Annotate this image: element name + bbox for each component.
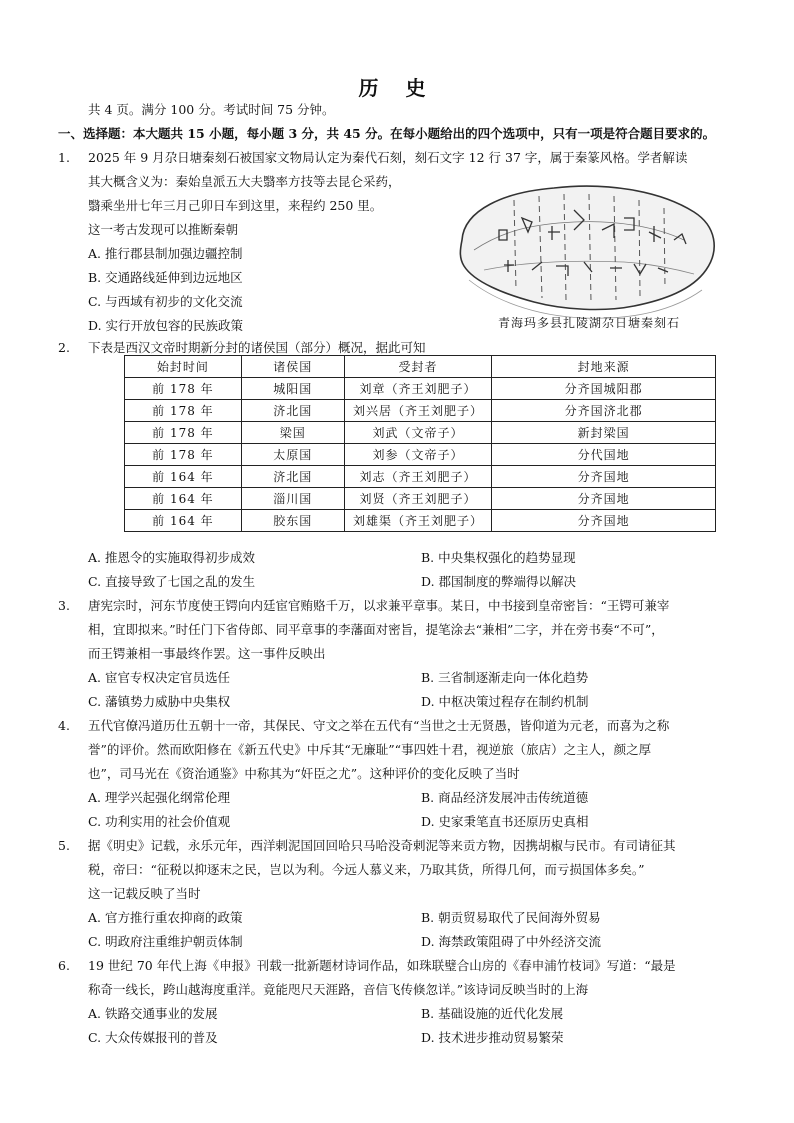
- option-b: B. 中央集权强化的趋势显现: [421, 550, 576, 565]
- table-cell: 刘参（文帝子）: [344, 444, 492, 466]
- question-text: 称奇一线长，跨山越海度重洋。竟能咫尺天涯路，音信飞传倏忽详。”该诗词反映当时的上海: [88, 982, 589, 997]
- table-row: [125, 488, 716, 510]
- question-text: 据《明史》记载，永乐元年，西洋剌泥国回回哈只马哈没奇剌泥等来贡方物，因携胡椒与民市。有司请征其: [88, 838, 676, 853]
- question-text: 相，宜即拟来。”时任门下省侍郎、同平章事的李藩面对密旨，提笔涂去“兼相”二字，并在旁书奏“不可”，: [88, 622, 664, 637]
- table-cell: 前 178 年: [125, 444, 242, 466]
- table-cell: 刘志（齐王刘肥子）: [344, 466, 492, 488]
- question-text: 下表是西汉文帝时期新分封的诸侯国（部分）概况，据此可知: [88, 340, 426, 355]
- table-cell: 太原国: [241, 444, 344, 466]
- option-c: C. 与西域有初步的文化交流: [88, 294, 243, 309]
- table-cell: 分齐国地: [492, 466, 716, 488]
- question-text: 誉”的评价。然而欧阳修在《新五代史》中斥其“无廉耻”“事四姓十君，视逆旅（旅店）之主人，颜之厚: [88, 742, 652, 757]
- table-cell: 分齐国地: [492, 488, 716, 510]
- option-d: D. 中枢决策过程存在制约机制: [421, 694, 589, 709]
- table-row: [125, 422, 716, 444]
- table-row: [125, 466, 716, 488]
- option-d: D. 海禁政策阻碍了中外经济交流: [421, 934, 602, 949]
- table-cell: 淄川国: [241, 488, 344, 510]
- table-cell: 分齐国地: [492, 510, 716, 532]
- table-cell: 分代国地: [492, 444, 716, 466]
- option-b: B. 交通路线延伸到边远地区: [88, 270, 243, 285]
- question-number: 6.: [58, 958, 70, 973]
- question-text: 其大概含义为：秦始皇派五大夫翳率方技等去昆仑采药，: [88, 174, 401, 189]
- table-cell: 前 178 年: [125, 422, 242, 444]
- option-d: D. 郡国制度的弊端得以解决: [421, 574, 577, 589]
- option-a: A. 推行郡县制加强边疆控制: [88, 246, 243, 261]
- table-cell: 刘贤（齐王刘肥子）: [344, 488, 492, 510]
- option-b: B. 商品经济发展冲击传统道德: [421, 790, 589, 805]
- table-cell: 刘武（文帝子）: [344, 422, 492, 444]
- question-text: 五代官僚冯道历仕五朝十一帝，其保民、守文之举在五代有“当世之士无贤愚，皆仰道为元老，而喜为之称: [88, 718, 670, 733]
- option-c: C. 直接导致了七国之乱的发生: [88, 574, 256, 589]
- column-header: 封地来源: [492, 356, 716, 378]
- image-caption: 青海玛多县扎陵湖尕日塘秦刻石: [497, 316, 680, 330]
- option-a: A. 理学兴起强化纲常伦理: [88, 790, 230, 805]
- table-cell: 刘章（齐王刘肥子）: [344, 378, 492, 400]
- question-text: 2025 年 9 月尕日塘秦刻石被国家文物局认定为秦代石刻，刻石文字 12 行 37 字，属于秦篆风格。学者解读: [88, 150, 688, 165]
- table-cell: 城阳国: [241, 378, 344, 400]
- table-cell: 前 164 年: [125, 488, 242, 510]
- page-title: 历 史: [358, 76, 436, 100]
- section-heading: 一、选择题：本大题共 15 小题，每小题 3 分，共 45 分。在每小题给出的四个选项中，只有一项是符合题目要求的。: [58, 126, 716, 141]
- exam-info: 共 4 页。满分 100 分。考试时间 75 分钟。: [88, 102, 335, 117]
- question-text: 这一记载反映了当时: [88, 886, 201, 901]
- option-a: A. 宦官专权决定官员选任: [88, 670, 230, 685]
- question-text: 翳乘坐卅七年三月己卯日车到这里，来程约 250 里。: [88, 198, 383, 213]
- option-a: A. 推恩令的实施取得初步成效: [88, 550, 255, 565]
- question-number: 5.: [58, 838, 70, 853]
- option-d: D. 技术进步推动贸易繁荣: [421, 1030, 564, 1045]
- question-number: 1.: [58, 150, 70, 165]
- table-header-row: [125, 356, 716, 378]
- question-text: 税，帝曰：“征税以抑逐末之民，岂以为利。今远人慕义来，乃取其货，所得几何，而亏损国体多矣。”: [88, 862, 645, 877]
- question-number: 4.: [58, 718, 70, 733]
- question-text: 19 世纪 70 年代上海《申报》刊载一批新题材诗词作品，如珠联璧合山房的《春申浦竹枝词》写道：“最是: [88, 958, 676, 973]
- option-d: D. 实行开放包容的民族政策: [88, 318, 244, 333]
- question-number: 3.: [58, 598, 70, 613]
- question-text: 也”，司马光在《资治通鉴》中称其为“奸臣之尤”。这种评价的变化反映了当时: [88, 766, 520, 781]
- question-text: 唐宪宗时，河东节度使王锷向内廷宦官贿赂千万，以求兼平章事。某日，中书接到皇帝密旨：“王锷可兼宰: [88, 598, 670, 613]
- fiefdom-table: [124, 355, 716, 532]
- table-cell: 前 164 年: [125, 510, 242, 532]
- option-b: B. 基础设施的近代化发展: [421, 1006, 564, 1021]
- column-header: 始封时间: [125, 356, 242, 378]
- question-text: 而王锷兼相一事最终作罢。这一事件反映出: [88, 646, 326, 661]
- option-a: A. 官方推行重农抑商的政策: [88, 910, 243, 925]
- option-c: C. 大众传媒报刊的普及: [88, 1030, 218, 1045]
- column-header: 诸侯国: [241, 356, 344, 378]
- option-c: C. 藩镇势力威胁中央集权: [88, 694, 231, 709]
- option-b: B. 朝贡贸易取代了民间海外贸易: [421, 910, 601, 925]
- table-cell: 前 178 年: [125, 378, 242, 400]
- table-cell: 前 178 年: [125, 400, 242, 422]
- table-cell: 刘雄渠（齐王刘肥子）: [344, 510, 492, 532]
- table-row: [125, 400, 716, 422]
- question-text: 这一考古发现可以推断秦朝: [88, 222, 239, 237]
- table-cell: 分齐国城阳郡: [492, 378, 716, 400]
- table-cell: 分齐国济北郡: [492, 400, 716, 422]
- table-cell: 新封梁国: [492, 422, 716, 444]
- table-row: [125, 444, 716, 466]
- table-cell: 梁国: [241, 422, 344, 444]
- table-cell: 济北国: [241, 400, 344, 422]
- question-number: 2.: [58, 340, 70, 355]
- table-cell: 前 164 年: [125, 466, 242, 488]
- table-row: [125, 378, 716, 400]
- table-row: [125, 510, 716, 532]
- table-cell: 胶东国: [241, 510, 344, 532]
- table-cell: 刘兴居（齐王刘肥子）: [344, 400, 492, 422]
- option-a: A. 铁路交通事业的发展: [88, 1006, 218, 1021]
- column-header: 受封者: [344, 356, 492, 378]
- option-b: B. 三省制逐渐走向一体化趋势: [421, 670, 589, 685]
- table-cell: 济北国: [241, 466, 344, 488]
- option-c: C. 明政府注重维护朝贡体制: [88, 934, 243, 949]
- option-d: D. 史家秉笔直书还原历史真相: [421, 814, 589, 829]
- option-c: C. 功利实用的社会价值观: [88, 814, 231, 829]
